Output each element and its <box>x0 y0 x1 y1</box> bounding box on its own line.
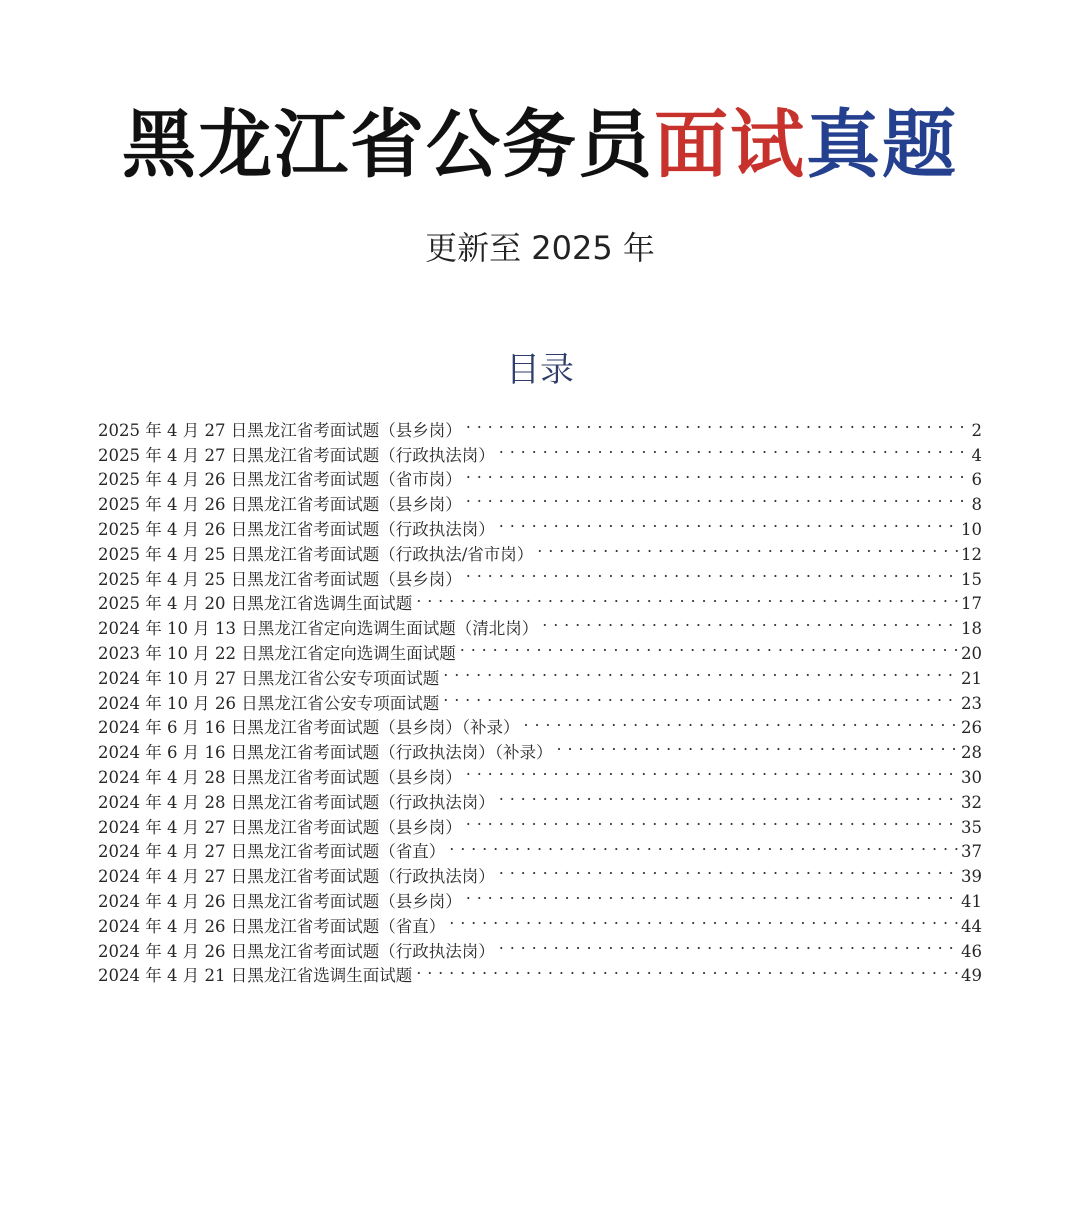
title-part-blue: 真题 <box>806 102 958 188</box>
toc-entry-page-number: 4 <box>971 445 982 465</box>
toc-entry-label: 2025 年 4 月 25 日黑龙江省考面试题（行政执法/省市岗） <box>98 544 534 564</box>
toc-entry-page-number: 30 <box>961 767 982 787</box>
toc-dot-leader <box>460 634 959 659</box>
document-title <box>0 100 1080 190</box>
toc-entry-page-number: 15 <box>961 569 982 589</box>
toc-dot-leader <box>443 684 959 709</box>
toc-entry-page-number: 49 <box>961 966 982 986</box>
table-of-contents <box>98 411 982 986</box>
toc-dot-leader <box>416 957 959 982</box>
toc-dot-leader <box>443 659 959 684</box>
toc-entry-label: 2025 年 4 月 25 日黑龙江省考面试题（县乡岗） <box>98 569 462 589</box>
toc-dot-leader <box>499 510 959 535</box>
toc-entry-page-number: 10 <box>961 519 982 539</box>
toc-entry-page-number: 44 <box>961 916 982 936</box>
toc-entry-label: 2024 年 6 月 16 日黑龙江省考面试题（行政执法岗）（补录） <box>98 743 553 763</box>
toc-entry-page-number: 46 <box>961 941 982 961</box>
toc-dot-leader <box>466 461 970 486</box>
toc-dot-leader <box>537 535 959 560</box>
toc-dot-leader <box>466 808 959 833</box>
toc-entry-label: 2024 年 4 月 21 日黑龙江省选调生面试题 <box>98 966 413 986</box>
toc-heading: 目录 <box>506 350 574 390</box>
toc-entry-label: 2024 年 4 月 27 日黑龙江省考面试题（行政执法岗） <box>98 867 495 887</box>
toc-entry-page-number: 28 <box>961 743 982 763</box>
toc-entry-label: 2024 年 10 月 27 日黑龙江省公安专项面试题 <box>98 668 440 688</box>
toc-entry-label: 2025 年 4 月 20 日黑龙江省选调生面试题 <box>98 594 413 614</box>
toc-entry-page-number: 18 <box>961 619 982 639</box>
toc-dot-leader <box>499 783 959 808</box>
toc-entry-label: 2024 年 6 月 16 日黑龙江省考面试题（县乡岗）（补录） <box>98 718 520 738</box>
toc-entry[interactable] <box>98 411 982 440</box>
toc-dot-leader <box>556 733 959 758</box>
toc-entry-page-number: 2 <box>971 420 982 440</box>
toc-dot-leader <box>542 609 959 634</box>
toc-entry-label: 2025 年 4 月 27 日黑龙江省考面试题（行政执法岗） <box>98 445 495 465</box>
toc-dot-leader <box>466 485 970 510</box>
toc-dot-leader <box>499 857 959 882</box>
toc-entry-page-number: 17 <box>961 594 982 614</box>
toc-entry-label: 2024 年 4 月 27 日黑龙江省考面试题（省直） <box>98 842 446 862</box>
toc-entry-page-number: 21 <box>961 668 982 688</box>
toc-dot-leader <box>466 758 959 783</box>
toc-dot-leader <box>466 882 959 907</box>
toc-entry-label: 2025 年 4 月 26 日黑龙江省考面试题（县乡岗） <box>98 495 462 515</box>
toc-entry-page-number: 35 <box>961 817 982 837</box>
toc-dot-leader <box>416 585 959 610</box>
toc-entry-label: 2024 年 4 月 27 日黑龙江省考面试题（县乡岗） <box>98 817 462 837</box>
toc-entry-page-number: 8 <box>971 495 982 515</box>
toc-entry-label: 2024 年 4 月 28 日黑龙江省考面试题（县乡岗） <box>98 767 462 787</box>
toc-dot-leader <box>466 560 959 585</box>
title-part-red: 面试 <box>654 102 806 188</box>
toc-entry-label: 2024 年 10 月 13 日黑龙江省定向选调生面试题（清北岗） <box>98 619 539 639</box>
toc-entry-label: 2025 年 4 月 27 日黑龙江省考面试题（县乡岗） <box>98 420 462 440</box>
toc-entry-label: 2024 年 4 月 26 日黑龙江省考面试题（省直） <box>98 916 446 936</box>
toc-entry-page-number: 41 <box>961 891 982 911</box>
toc-dot-leader <box>449 833 959 858</box>
toc-entry-label: 2023 年 10 月 22 日黑龙江省定向选调生面试题 <box>98 643 456 663</box>
toc-entry-page-number: 26 <box>961 718 982 738</box>
toc-entry-page-number: 39 <box>961 867 982 887</box>
toc-entry-page-number: 23 <box>961 693 982 713</box>
toc-dot-leader <box>499 436 970 461</box>
toc-entry-label: 2024 年 4 月 28 日黑龙江省考面试题（行政执法岗） <box>98 792 495 812</box>
toc-entry-label: 2025 年 4 月 26 日黑龙江省考面试题（行政执法岗） <box>98 519 495 539</box>
toc-dot-leader <box>449 907 959 932</box>
toc-entry-page-number: 12 <box>961 544 982 564</box>
document-subtitle: 更新至 2025 年 <box>425 229 655 267</box>
title-part-black: 黑龙江省公务员 <box>122 102 654 188</box>
toc-entry-label: 2025 年 4 月 26 日黑龙江省考面试题（省市岗） <box>98 470 462 490</box>
toc-entry-page-number: 37 <box>961 842 982 862</box>
toc-entry-page-number: 32 <box>961 792 982 812</box>
toc-dot-leader <box>523 709 959 734</box>
toc-dot-leader <box>499 932 959 957</box>
toc-entry-label: 2024 年 4 月 26 日黑龙江省考面试题（行政执法岗） <box>98 941 495 961</box>
toc-entry-page-number: 6 <box>971 470 982 490</box>
toc-entry-label: 2024 年 4 月 26 日黑龙江省考面试题（县乡岗） <box>98 891 462 911</box>
toc-entry-page-number: 20 <box>961 643 982 663</box>
toc-dot-leader <box>466 411 970 436</box>
toc-entry-label: 2024 年 10 月 26 日黑龙江省公安专项面试题 <box>98 693 440 713</box>
